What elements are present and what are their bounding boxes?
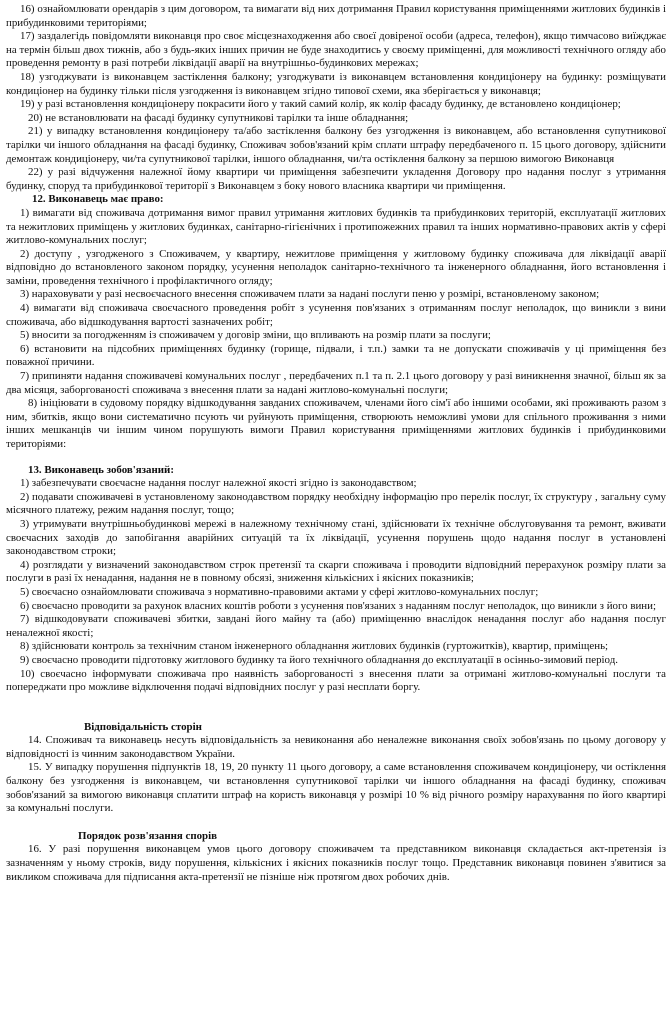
- section-12-rights: [6, 193, 666, 451]
- section-heading: 13. Виконавець зобов'язаний:: [28, 463, 174, 476]
- list-item: 1) забезпечувати своєчасне надання послуг належної якості згідно із законодавством;: [20, 477, 417, 490]
- list-item: 20) не встановлювати на фасаді будинку супутникові тарілки та інше обладнання;: [28, 111, 409, 124]
- section-11-obligations-continued: [6, 3, 666, 193]
- list-item: 15. У випадку порушення підпунктів 18, 19, 20 пункту 11 цього договору, а саме встановлення споживачем кондиціонеру, чи остіклення балкону без узгодження із виконавцем, чи встановлення супутникової тарілки чи іншого обладнання на фасаді будинку, споживач зобов'язаний за вимогою виконавця сплатити штраф на користь виконавця у розмірі 10 % від річного розміру нарахування по його квартирі за комунальні послуги.: [6, 761, 666, 815]
- list-item: 4) вимагати від споживача своєчасного проведення робіт з усунення пов'язаних з отриманням послуг неполадок, що виникли з вини споживача, або відшкодування вартості зазначених робіт;: [6, 302, 666, 328]
- list-item: 5) своєчасно ознайомлювати споживача з нормативно-правовими актами у сфері житлово-комунальних послуг;: [20, 585, 539, 598]
- list-item: 3) утримувати внутрішньобудинкові мережі в належному технічному стані, здійснювати їх технічне обслуговування та ремонт, вживати своєчасних заходів до запобігання аварійних ситуацій та їх ліквідації, усунення порушень щодо надання послуг в установлені законодавством строки;: [6, 517, 666, 558]
- section-13-duties: [6, 464, 666, 695]
- list-item: 22) у разі відчуження належної йому квартири чи приміщення забезпечити укладення Договору про надання послуг з утримання будинку, споруд та прибудинкової території з Виконавцем з боку нового власника квартири чи приміщення.: [6, 166, 666, 192]
- list-item: 3) нараховувати у разі несвоєчасного внесення споживачем плати за надані послуги пеню у розмірі, встановленому законом;: [20, 288, 600, 301]
- section-heading: Порядок розв'язання спорів: [78, 829, 217, 842]
- list-item: 21) у випадку встановлення кондиціонеру та/або застіклення балкону без узгодження із виконавцем, або встановлення супутникової тарілки чи іншого обладнання на фасаді будинку, Споживач зобов'язаний крім сплати штрафу передбаченого п. 15 цього договору, здійснити демонтаж кондиціонеру, чи/та супутникової тарілки, іншого обладнання, чи/та остіклення балкону за першою вимогою Виконавця: [6, 125, 666, 165]
- list-item: 5) вносити за погодженням із споживачем у договір зміни, що впливають на розмір плати за послуги;: [20, 329, 491, 342]
- list-item: 7) припиняти надання споживачеві комунальних послуг , передбачених п.1 та п. 2.1 цього договору у разі виникнення значної, більш як за два місяця, заборгованості споживача з внесення плати за надані житлово-комунальні послуги;: [6, 370, 666, 396]
- list-item: 17) заздалегідь повідомляти виконавця про своє місцезнаходження або своєї довіреної особи (адреса, телефон), якщо тимчасово виїжджає на термін більш двох тижнів, або з будь-яких інших причин не буде знаходитись у своєму приміщенні, для можливості технічного огляду або проведення ремонту в разі потреби ліквідації аварії на внутрішньо-будинкових мережах;: [6, 30, 666, 70]
- list-item: 10) своєчасно інформувати споживача про наявність заборгованості з внесення плати за отримані житлово-комунальні послуги та попереджати про можливе відключення подачі відповідних послуг у разі несплати боргу.: [6, 667, 666, 694]
- section-heading: Відповідальність сторін: [84, 720, 202, 733]
- list-item: 6) встановити на підсобних приміщеннях будинку (горище, підвали, і т.п.) замки та не допускати споживачів у ці приміщення без поважної причини.: [6, 342, 666, 369]
- section-heading: 12. Виконавець має право:: [32, 193, 164, 206]
- list-item: 19) у разі встановлення кондиціонеру покрасити його у такий самий колір, як колір фасаду будинку, де встановлено кондиціонер;: [20, 98, 621, 111]
- list-item: 9) своєчасно проводити підготовку житлового будинку та його технічного обладнання до експлуатації в осінньо-зимовий період.: [20, 653, 618, 666]
- list-item: 14. Споживач та виконавець несуть відповідальність за невиконання або неналежне виконання своїх зобов'язань по цьому договору у відповідності із чинним законодавством України.: [6, 734, 666, 760]
- section-dispute-resolution: [6, 830, 666, 884]
- list-item: 16. У разі порушення виконавцем умов цього договору споживачем та представником виконавця складається акт-претензія із зазначенням у ньому строків, виду порушення, кількісних і якісних показників послуг тощо. Представник виконавця повинен з'явитися за викликом споживача для підписання акта-претензії не пізніше ніж протягом двох робочих днів.: [6, 843, 666, 883]
- list-item: 18) узгоджувати із виконавцем застіклення балкону; узгоджувати із виконавцем встановлення кондиціонеру на будинку: розміщувати кондиціонер на будинку тільки після узгодження із виконавцем згідно типової схеми, яка зберігається у виконавця;: [6, 70, 666, 97]
- list-item: 6) своєчасно проводити за рахунок власних коштів роботи з усунення пов'язаних з наданням послуг неполадок, що виникли з його вини;: [20, 599, 656, 612]
- list-item: 4) розглядати у визначений законодавством строк претензії та скарги споживача і проводити відповідний перерахунок розміру плати за послуги в разі їх ненадання, надання не в повному обсязі, зниження кількісних і якісних показників;: [6, 558, 666, 585]
- list-item: 1) вимагати від споживача дотримання вимог правил утримання житлових будинків та прибудинкових територій, експлуатації житлових та нежитлових приміщень у житлових будинках, санітарно-гігієнічних і протипожежних правил та інших нормативно-правових актів у сфері житлово-комунальних послуг;: [6, 206, 666, 247]
- list-item: 8) здійснювати контроль за технічним станом інженерного обладнання житлових будинків (гуртожитків), квартир, приміщень;: [20, 640, 609, 653]
- list-item: 16) ознайомлювати орендарів з цим договором, та вимагати від них дотримання Правил користування приміщеннями житлових будинків і прибудинковими територіями;: [6, 3, 666, 29]
- list-item: 8) ініціювати в судовому порядку відшкодування завданих споживачем, членами його сім'ї або іншими особами, які проживають разом з ним, збитків, якщо вони систематично псують чи руйнують приміщення, створюють неможливі умови для спільного проживання з ними інших мешканців чи іншим чином порушують вимоги Правил користування приміщеннями житлових будинків і прибудинковими територіями:: [6, 397, 666, 450]
- list-item: 7) відшкодовувати споживачеві збитки, завдані його майну та (або) приміщенню внаслідок ненадання послуг або надання послуг неналежної якості;: [6, 613, 666, 639]
- list-item: 2) подавати споживачеві в установленому законодавством порядку необхідну інформацію про перелік послуг, їх структуру , загальну суму місячного платежу, режим надання послуг, тощо;: [6, 490, 666, 517]
- section-liability: [6, 721, 666, 816]
- list-item: 2) доступу , узгодженого з Споживачем, у квартиру, нежитлове приміщення у житловому будинку споживача для ліквідації аварії відповідно до встановленого законом порядку, усунення неполадок санітарно-технічного та інженерного обладнання, його встановлення і заміни, проведення технічного і профілактичного огляду;: [6, 247, 666, 287]
